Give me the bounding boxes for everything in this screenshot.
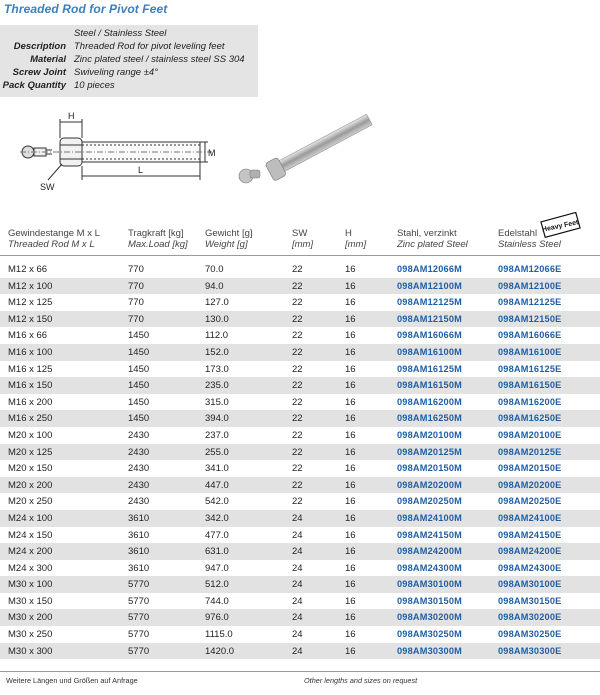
cell-h: 16 xyxy=(345,280,356,292)
table-row xyxy=(0,543,600,560)
cell-h: 16 xyxy=(345,645,356,657)
footer-divider xyxy=(0,671,600,672)
cell-load: 5770 xyxy=(128,645,150,657)
cell-sw: 22 xyxy=(292,346,303,358)
cell-size: M16 x 250 xyxy=(8,413,53,425)
table-row xyxy=(0,394,600,411)
table-row xyxy=(0,278,600,295)
cell-stainless[interactable]: 098AM24300E xyxy=(498,562,562,573)
cell-load: 5770 xyxy=(128,612,150,624)
table-row xyxy=(0,460,600,477)
stamp-text: Heavy Feet xyxy=(541,219,580,234)
cell-stainless[interactable]: 098AM12066E xyxy=(498,264,562,274)
cell-zinc[interactable]: 098AM20150M xyxy=(397,463,463,474)
cell-size: M20 x 100 xyxy=(8,429,53,441)
cell-sw: 22 xyxy=(292,313,303,325)
cell-load: 3610 xyxy=(128,512,150,524)
cell-weight: 394.0 xyxy=(205,413,229,425)
cell-zinc[interactable]: 098AM12125M xyxy=(397,297,463,308)
cell-h: 16 xyxy=(345,579,356,591)
table-row xyxy=(0,527,600,544)
cell-size: M16 x 66 xyxy=(8,330,48,342)
cell-sw: 22 xyxy=(292,396,303,408)
cell-zinc[interactable]: 098AM30300M xyxy=(397,645,463,656)
cell-size: M20 x 150 xyxy=(8,463,53,475)
cell-load: 1450 xyxy=(128,346,150,358)
table-row xyxy=(0,560,600,577)
cell-load: 2430 xyxy=(128,479,150,491)
cell-size: M24 x 300 xyxy=(8,562,53,574)
cell-weight: 744.0 xyxy=(205,595,229,607)
cell-stainless[interactable]: 098AM16100E xyxy=(498,346,562,357)
cell-h: 16 xyxy=(345,529,356,541)
cell-zinc[interactable]: 098AM20200M xyxy=(397,479,463,490)
table-row xyxy=(0,311,600,328)
cell-load: 770 xyxy=(128,313,144,325)
cell-stainless[interactable]: 098AM20200E xyxy=(498,479,562,490)
cell-sw: 22 xyxy=(292,330,303,342)
cell-weight: 1420.0 xyxy=(205,645,235,657)
cell-stainless[interactable]: 098AM24150E xyxy=(498,529,562,540)
table-row xyxy=(0,477,600,494)
cell-size: M30 x 200 xyxy=(8,612,53,624)
cell-zinc[interactable]: 098AM16200M xyxy=(397,396,463,407)
cell-load: 770 xyxy=(128,264,144,275)
cell-h: 16 xyxy=(345,612,356,624)
cell-stainless[interactable]: 098AM12100E xyxy=(498,280,562,291)
cell-sw: 22 xyxy=(292,413,303,425)
cell-h: 16 xyxy=(345,429,356,441)
table-row xyxy=(0,344,600,361)
cell-weight: 127.0 xyxy=(205,297,229,309)
footnote-de: Weitere Längen und Größen auf Anfrage xyxy=(6,676,138,685)
cell-size: M24 x 150 xyxy=(8,529,53,541)
cell-size: M30 x 300 xyxy=(8,645,53,657)
cell-load: 3610 xyxy=(128,529,150,541)
table-row xyxy=(0,327,600,344)
cell-zinc[interactable]: 098AM24300M xyxy=(397,562,463,573)
column-header-load: Tragkraft [kg] Max.Load [kg] xyxy=(128,228,188,250)
cell-zinc[interactable]: 098AM30200M xyxy=(397,612,463,623)
cell-size: M20 x 250 xyxy=(8,496,53,508)
cell-sw: 24 xyxy=(292,512,303,524)
cell-h: 16 xyxy=(345,546,356,558)
cell-sw: 24 xyxy=(292,529,303,541)
spec-label: Material xyxy=(30,54,66,65)
table-row xyxy=(0,361,600,378)
cell-sw: 22 xyxy=(292,380,303,392)
cell-size: M12 x 150 xyxy=(8,313,53,325)
column-header-h: H [mm] xyxy=(345,228,367,250)
cell-h: 16 xyxy=(345,595,356,607)
cell-h: 16 xyxy=(345,297,356,309)
cell-zinc[interactable]: 098AM16250M xyxy=(397,413,463,424)
spec-row-material xyxy=(0,54,258,67)
cell-stainless[interactable]: 098AM30200E xyxy=(498,612,562,623)
cell-weight: 70.0 xyxy=(205,264,224,275)
cell-stainless[interactable]: 098AM30100E xyxy=(498,579,562,590)
cell-load: 1450 xyxy=(128,330,150,342)
cell-load: 2430 xyxy=(128,446,150,458)
cell-stainless[interactable]: 098AM24200E xyxy=(498,546,562,557)
cell-weight: 512.0 xyxy=(205,579,229,591)
cell-zinc[interactable]: 098AM30150M xyxy=(397,595,463,606)
cell-stainless[interactable]: 098AM30300E xyxy=(498,645,562,656)
dimension-label-m: M xyxy=(208,148,216,158)
cell-weight: 235.0 xyxy=(205,380,229,392)
spec-box xyxy=(0,25,258,97)
cell-h: 16 xyxy=(345,446,356,458)
table-row xyxy=(0,626,600,643)
column-header-sw: SW [mm] xyxy=(292,228,314,250)
cell-zinc[interactable]: 098AM16100M xyxy=(397,346,463,357)
page-title: Threaded Rod for Pivot Feet xyxy=(4,2,168,16)
cell-size: M20 x 125 xyxy=(8,446,53,458)
cell-stainless[interactable]: 098AM16250E xyxy=(498,413,562,424)
cell-sw: 22 xyxy=(292,280,303,292)
table-row xyxy=(0,593,600,610)
cell-stainless[interactable]: 098AM12150E xyxy=(498,313,562,324)
cell-stainless[interactable]: 098AM20150E xyxy=(498,463,562,474)
cell-zinc[interactable]: 098AM16125M xyxy=(397,363,463,374)
table-row xyxy=(0,609,600,626)
spec-label: Screw Joint xyxy=(12,67,66,78)
cell-h: 16 xyxy=(345,479,356,491)
cell-size: M24 x 100 xyxy=(8,512,53,524)
cell-sw: 24 xyxy=(292,645,303,657)
cell-h: 16 xyxy=(345,363,356,375)
cell-size: M16 x 200 xyxy=(8,396,53,408)
header-divider xyxy=(0,255,600,256)
product-table xyxy=(0,261,600,659)
cell-load: 3610 xyxy=(128,546,150,558)
technical-drawing xyxy=(0,112,230,197)
cell-weight: 447.0 xyxy=(205,479,229,491)
cell-load: 770 xyxy=(128,297,144,309)
cell-sw: 22 xyxy=(292,463,303,475)
column-header-weight: Gewicht [g] Weight [g] xyxy=(205,228,253,250)
cell-load: 2430 xyxy=(128,496,150,508)
cell-h: 16 xyxy=(345,463,356,475)
cell-zinc[interactable]: 098AM16150M xyxy=(397,380,463,391)
cell-weight: 947.0 xyxy=(205,562,229,574)
cell-zinc[interactable]: 098AM12150M xyxy=(397,313,463,324)
cell-sw: 22 xyxy=(292,429,303,441)
cell-stainless[interactable]: 098AM24100E xyxy=(498,512,562,523)
cell-weight: 173.0 xyxy=(205,363,229,375)
table-row xyxy=(0,576,600,593)
cell-load: 5770 xyxy=(128,579,150,591)
spec-material-value: Steel / Stainless Steel xyxy=(74,28,167,39)
cell-weight: 112.0 xyxy=(205,330,229,342)
cell-size: M16 x 125 xyxy=(8,363,53,375)
cell-weight: 130.0 xyxy=(205,313,229,325)
cell-zinc[interactable]: 098AM12100M xyxy=(397,280,463,291)
spec-value: Swiveling range ±4° xyxy=(74,67,159,78)
table-row xyxy=(0,410,600,427)
cell-h: 16 xyxy=(345,313,356,325)
cell-sw: 22 xyxy=(292,297,303,309)
cell-size: M12 x 100 xyxy=(8,280,53,292)
cell-load: 5770 xyxy=(128,629,150,641)
spec-row-pack-quantity xyxy=(0,80,258,93)
cell-stainless[interactable]: 098AM16125E xyxy=(498,363,562,374)
cell-h: 16 xyxy=(345,629,356,641)
cell-load: 1450 xyxy=(128,396,150,408)
cell-size: M30 x 100 xyxy=(8,579,53,591)
cell-stainless[interactable]: 098AM16150E xyxy=(498,380,562,391)
cell-sw: 22 xyxy=(292,446,303,458)
column-header-zinc: Stahl, verzinkt Zinc plated Steel xyxy=(397,228,468,250)
cell-sw: 22 xyxy=(292,496,303,508)
cell-weight: 315.0 xyxy=(205,396,229,408)
cell-load: 3610 xyxy=(128,562,150,574)
spec-material-line xyxy=(0,28,258,41)
cell-zinc[interactable]: 098AM16066M xyxy=(397,330,463,341)
spec-value: Threaded Rod for pivot leveling feet xyxy=(74,41,225,52)
cell-load: 1450 xyxy=(128,380,150,392)
cell-sw: 24 xyxy=(292,546,303,558)
cell-stainless[interactable]: 098AM20100E xyxy=(498,429,562,440)
cell-weight: 342.0 xyxy=(205,512,229,524)
cell-load: 5770 xyxy=(128,595,150,607)
cell-sw: 24 xyxy=(292,579,303,591)
cell-zinc[interactable]: 098AM24200M xyxy=(397,546,463,557)
cell-stainless[interactable]: 098AM12125E xyxy=(498,297,562,308)
cell-h: 16 xyxy=(345,562,356,574)
cell-h: 16 xyxy=(345,413,356,425)
cell-sw: 24 xyxy=(292,629,303,641)
table-row xyxy=(0,643,600,660)
cell-zinc[interactable]: 098AM24100M xyxy=(397,512,463,523)
cell-stainless[interactable]: 098AM16066E xyxy=(498,330,562,341)
spec-value: Zinc plated steel / stainless steel SS 304 xyxy=(74,54,245,65)
column-header-size: Gewindestange M x L Threaded Rod M x L xyxy=(8,228,100,250)
cell-h: 16 xyxy=(345,396,356,408)
cell-stainless[interactable]: 098AM20250E xyxy=(498,496,562,507)
cell-weight: 542.0 xyxy=(205,496,229,508)
cell-sw: 24 xyxy=(292,612,303,624)
cell-weight: 1115.0 xyxy=(205,629,233,641)
cell-h: 16 xyxy=(345,330,356,342)
cell-zinc[interactable]: 098AM20125M xyxy=(397,446,463,457)
cell-sw: 22 xyxy=(292,264,303,275)
table-row xyxy=(0,444,600,461)
cell-size: M12 x 66 xyxy=(8,264,48,275)
cell-weight: 152.0 xyxy=(205,346,229,358)
spec-row-screw-joint xyxy=(0,67,258,80)
cell-weight: 237.0 xyxy=(205,429,229,441)
cell-sw: 24 xyxy=(292,562,303,574)
cell-zinc[interactable]: 098AM20250M xyxy=(397,496,463,507)
cell-stainless[interactable]: 098AM20125E xyxy=(498,446,562,457)
cell-weight: 255.0 xyxy=(205,446,229,458)
cell-weight: 341.0 xyxy=(205,463,229,475)
cell-h: 16 xyxy=(345,380,356,392)
cell-h: 16 xyxy=(345,264,356,275)
table-row xyxy=(0,427,600,444)
cell-size: M16 x 100 xyxy=(8,346,53,358)
cell-load: 2430 xyxy=(128,463,150,475)
cell-load: 1450 xyxy=(128,413,150,425)
cell-load: 1450 xyxy=(128,363,150,375)
spec-label: Description xyxy=(13,41,66,52)
cell-zinc[interactable]: 098AM12066M xyxy=(397,264,463,274)
cell-zinc[interactable]: 098AM30250M xyxy=(397,629,463,640)
cell-size: M30 x 250 xyxy=(8,629,53,641)
cell-weight: 631.0 xyxy=(205,546,229,558)
table-row xyxy=(0,377,600,394)
cell-load: 2430 xyxy=(128,429,150,441)
cell-zinc[interactable]: 098AM24150M xyxy=(397,529,463,540)
spec-value: 10 pieces xyxy=(74,80,115,91)
cell-stainless[interactable]: 098AM30150E xyxy=(498,595,562,606)
dimension-label-sw: SW xyxy=(40,182,55,192)
table-row xyxy=(0,261,600,278)
cell-size: M20 x 200 xyxy=(8,479,53,491)
cell-stainless[interactable]: 098AM30250E xyxy=(498,629,562,640)
dimension-label-h: H xyxy=(68,112,75,121)
cell-weight: 976.0 xyxy=(205,612,229,624)
table-row xyxy=(0,493,600,510)
cell-zinc[interactable]: 098AM30100M xyxy=(397,579,463,590)
spec-row-description xyxy=(0,41,258,54)
cell-h: 16 xyxy=(345,496,356,508)
cell-size: M24 x 200 xyxy=(8,546,53,558)
cell-size: M30 x 150 xyxy=(8,595,53,607)
cell-zinc[interactable]: 098AM20100M xyxy=(397,429,463,440)
cell-sw: 24 xyxy=(292,595,303,607)
cell-h: 16 xyxy=(345,346,356,358)
table-row xyxy=(0,294,600,311)
spec-label: Pack Quantity xyxy=(2,80,66,91)
footnote-en: Other lengths and sizes on request xyxy=(304,676,418,685)
cell-weight: 477.0 xyxy=(205,529,229,541)
cell-h: 16 xyxy=(345,512,356,524)
column-header-stainless: Edelstahl Stainless Steel xyxy=(498,228,561,250)
cell-size: M12 x 125 xyxy=(8,297,53,309)
table-header xyxy=(0,228,600,255)
product-photo xyxy=(232,100,382,200)
cell-weight: 94.0 xyxy=(205,280,224,292)
cell-stainless[interactable]: 098AM16200E xyxy=(498,396,562,407)
table-row xyxy=(0,510,600,527)
cell-size: M16 x 150 xyxy=(8,380,53,392)
cell-sw: 22 xyxy=(292,479,303,491)
cell-load: 770 xyxy=(128,280,144,292)
cell-sw: 22 xyxy=(292,363,303,375)
dimension-label-l: L xyxy=(138,165,144,175)
